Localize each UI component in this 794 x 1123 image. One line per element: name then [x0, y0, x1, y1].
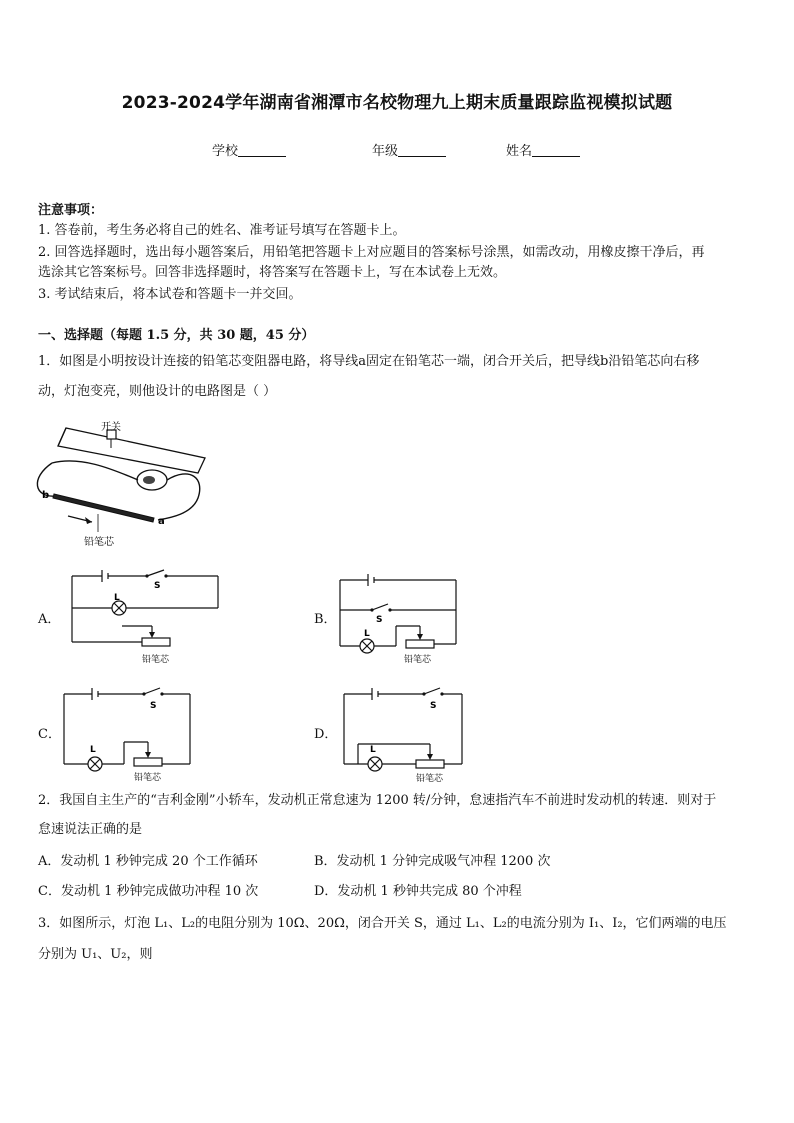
notice-item-1: 1. 答卷前，考生务必将自己的姓名、准考证号填写在答题卡上。	[38, 223, 406, 238]
d-pencil-label: 铅笔芯	[416, 774, 444, 784]
q1-option-d-label: D．	[314, 727, 338, 742]
grade-label: 年级	[372, 144, 399, 159]
fig-b-label: b	[42, 490, 50, 501]
d-lamp-label: L	[370, 745, 376, 755]
fig-switch-label: 开关	[101, 422, 121, 433]
pencil-rheostat-figure	[30, 418, 230, 553]
grade-field	[372, 140, 446, 159]
q2-option-d: D．发动机 1 秒钟共完成 80 个冲程	[314, 884, 522, 899]
school-label: 学校	[212, 144, 239, 159]
q1-option-c-label: C．	[38, 727, 61, 742]
fig-a-label: a	[158, 516, 165, 527]
a-pencil-label: 铅笔芯	[142, 655, 170, 665]
q1-option-c-circuit	[58, 684, 208, 784]
c-pencil-label: 铅笔芯	[134, 773, 162, 783]
d-switch-label: S	[430, 701, 437, 711]
q1-line-2: 动，灯泡变亮，则他设计的电路图是（ ）	[38, 384, 277, 399]
name-field	[506, 140, 580, 159]
section-heading: 一、选择题（每题 1.5 分，共 30 题，45 分）	[38, 328, 315, 343]
q1-line-1: 1．如图是小明按设计连接的铅笔芯变阻器电路，将导线a固定在铅笔芯一端，闭合开关后，把导线b沿铅笔芯向右移	[38, 354, 700, 369]
q1-option-a-circuit	[62, 566, 232, 676]
c-lamp-label: L	[90, 745, 96, 755]
q1-option-b-label: B．	[314, 612, 337, 627]
b-pencil-label: 铅笔芯	[404, 655, 432, 665]
q3-line-1: 3．如图所示，灯泡 L₁、L₂的电阻分别为 10Ω、20Ω，闭合开关 S，通过 L₁、L₂的电流分别为 I₁、I₂，它们两端的电压	[38, 916, 727, 931]
a-lamp-label: L	[114, 593, 120, 603]
q1-option-b-circuit	[334, 570, 464, 670]
q1-option-d-circuit	[338, 684, 468, 784]
q1-option-a-label: A．	[38, 612, 61, 627]
q3-line-2: 分别为 U₁、U₂，则	[38, 947, 153, 962]
notice-item-2: 2. 回答选择题时，选出每小题答案后，用铅笔把答题卡上对应题目的答案标号涂黑，如需改动，用橡皮擦干净后，再	[38, 245, 705, 260]
exam-title: 2023-2024学年湖南省湘潭市名校物理九上期末质量跟踪监视模拟试题	[121, 93, 673, 113]
notice-item-3: 3. 考试结束后，将本试卷和答题卡一并交回。	[38, 287, 302, 302]
school-blank	[238, 142, 286, 157]
q2-option-c: C．发动机 1 秒钟完成做功冲程 10 次	[38, 884, 259, 899]
b-lamp-label: L	[364, 629, 370, 639]
q2-option-a: A．发动机 1 秒钟完成 20 个工作循环	[38, 854, 258, 869]
notice-item-2-cont: 选涂其它答案标号。回答非选择题时，将答案写在答题卡上，写在本试卷上无效。	[38, 265, 507, 280]
name-blank	[532, 142, 580, 157]
q2-option-b: B．发动机 1 分钟完成吸气冲程 1200 次	[314, 854, 551, 869]
b-switch-label: S	[376, 615, 383, 625]
q2-line-1: 2．我国自主生产的“吉利金刚”小轿车，发动机正常怠速为 1200 转/分钟，怠速指汽车不前进时发动机的转速．则对于	[38, 793, 717, 808]
c-switch-label: S	[150, 701, 157, 711]
a-switch-label: S	[154, 581, 161, 591]
school-field	[212, 140, 286, 159]
grade-blank	[398, 142, 446, 157]
name-label: 姓名	[506, 144, 533, 159]
notice-heading: 注意事项：	[38, 203, 104, 218]
q2-line-2: 怠速说法正确的是	[38, 822, 143, 837]
fig-pencil-label: 铅笔芯	[84, 537, 114, 548]
